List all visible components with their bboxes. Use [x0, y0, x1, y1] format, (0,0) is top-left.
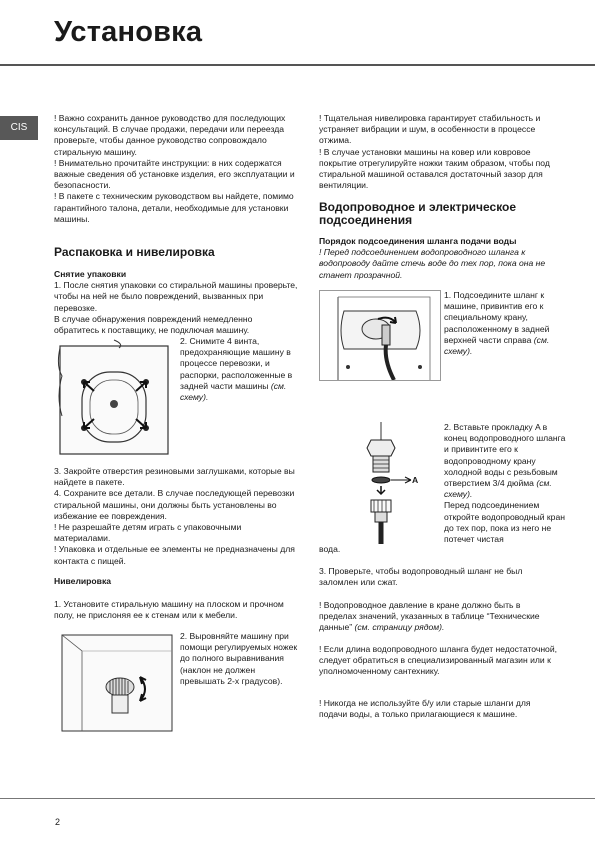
figure-reference: (см. страницу рядом). — [354, 622, 445, 633]
length-note — [319, 644, 559, 678]
right-intro — [319, 113, 559, 191]
subsection-title-leveling: Нивелировка — [54, 576, 112, 586]
hose-block — [319, 236, 559, 281]
intro-notes — [54, 113, 299, 225]
hose-machine-drawing — [320, 291, 440, 380]
hose-step1 — [444, 290, 564, 357]
level-step1 — [54, 599, 299, 621]
subsection-title: Снятие упаковки — [54, 269, 127, 279]
paragraph: ! В случае установки машины на ковер или ковровое покрытие отрегулируйте ножки таким образом, чтобы под стиральной машиной оставался достаточный зазор для вентиляции. — [319, 146, 550, 191]
paragraph: 2. Выровняйте машину при помощи регулируемых ножек до полного выравнивания (наклон не должен превышать 2-х градусов). — [180, 631, 298, 686]
old-hose-note — [319, 698, 559, 720]
subsection-title: Порядок подсоединения шланга подачи воды — [319, 236, 517, 246]
hose-tap-drawing — [319, 422, 439, 544]
rear-panel-figure — [54, 336, 175, 456]
hose-note: ! Перед подсоединением водопроводного шланга к водопроводу дайте стечь воде до тех пор, пока она не станет прозрачной. — [319, 247, 546, 280]
paragraph: 3. Закройте отверстия резиновыми заглушками, которые вы найдете в пакете. — [54, 466, 295, 488]
paragraph: ! Тщательная нивелировка гарантирует стабильность и устраняет вибрации и шум, в особенности в процессе отжима. — [319, 113, 541, 146]
paragraph: 1. После снятия упаковки со стиральной машины проверьте, чтобы на ней не было повреждений, вызванных при перевозке. — [54, 280, 298, 313]
unpack-block — [54, 269, 299, 336]
paragraph: 3. Проверьте, чтобы водопроводный шланг не был заломлен или сжат. — [319, 566, 523, 588]
page-number: 2 — [55, 817, 61, 827]
paragraph: 2. Снимите 4 винта, предохраняющие машину в процессе перевозки, и распорки, расположенные в задней части машины — [180, 336, 293, 391]
paragraph: 4. Сохраните все детали. В случае последующей перевозки стиральной машины, они должны быть установлены во избежание ее повреждения. — [54, 488, 295, 521]
pressure-note — [319, 600, 559, 634]
section-title-connections: Водопроводное и электрическое подсоединения — [319, 200, 517, 227]
unpack-tail — [54, 466, 299, 567]
paragraph: ! Водопроводное давление в кране должно быть в пределах значений, указанных в таблице “Технические данные” — [319, 600, 540, 633]
gasket-label: A — [412, 475, 419, 485]
paragraph: ! Упаковка и отдельные ее элементы не предназначены для контакта с пищей. — [54, 544, 295, 566]
intro-note: ! В пакете с техническим руководством вы найдете, помимо гарантийного талона, детали, необходимые для установки машины. — [54, 191, 294, 224]
rear-panel-drawing — [54, 336, 175, 456]
language-tab: CIS — [0, 116, 38, 140]
paragraph: вода. — [319, 544, 341, 554]
intro-note: ! Внимательно прочитайте инструкции: в них содержатся важные сведения об установке изделия, его эксплуатации и безопасности. — [54, 157, 295, 191]
paragraph: В случае обнаружения повреждений немедленно обратитесь к поставщику, не подключая машину. — [54, 313, 253, 336]
paragraph: Перед подсоединением откройте водопроводный кран до тех пор, пока из него не потечет чистая — [444, 500, 565, 545]
leveling-foot-drawing — [54, 631, 175, 734]
hose-step2-end — [319, 544, 559, 555]
hose-tap-figure — [319, 422, 439, 544]
paragraph: 2. Вставьте прокладку A в конец водопроводного шланга и привинтите его к водопроводному крану холодной воды с резьбовым отверстием 3/4 дюйма — [444, 422, 566, 489]
unpack-step2 — [180, 336, 300, 403]
hose-machine-figure — [319, 290, 441, 381]
page-title: Установка — [54, 16, 203, 48]
paragraph: ! Никогда не используйте б/у или старые шланги для подачи воды, а только прилагающиеся к машине. — [319, 698, 531, 720]
figure-reference: (см. схему). — [180, 380, 287, 403]
leveling-figure — [54, 631, 175, 734]
paragraph: ! Если длина водопроводного шланга будет недостаточной, следует обратиться в специализированный магазин или к уполномоченному сантехнику. — [319, 644, 558, 677]
bottom-rule — [0, 798, 595, 799]
paragraph: 1. Подсоедините шланг к машине, привинтив его к специальному крану, расположенному в задней верхней части справа — [444, 290, 550, 345]
intro-note: ! Важно сохранить данное руководство для последующих консультаций. В случае продажи, передачи или переезда проверьте, чтобы данное руководство сопровождало стиральную машину. — [54, 113, 286, 157]
paragraph: ! Не разрешайте детям играть с упаковочными материалами. — [54, 522, 242, 544]
paragraph: 1. Установите стиральную машину на плоском и прочном полу, не прислоняя ее к стенам или к мебели. — [54, 599, 284, 621]
hose-step3 — [319, 566, 559, 588]
level-step2 — [180, 631, 300, 687]
section-title-unpacking: Распаковка и нивелировка — [54, 245, 215, 259]
hose-step2 — [444, 422, 568, 545]
figure-reference: (см. схему). — [444, 334, 550, 357]
figure-reference: (см. схему). — [444, 478, 552, 500]
top-rule — [0, 64, 595, 66]
